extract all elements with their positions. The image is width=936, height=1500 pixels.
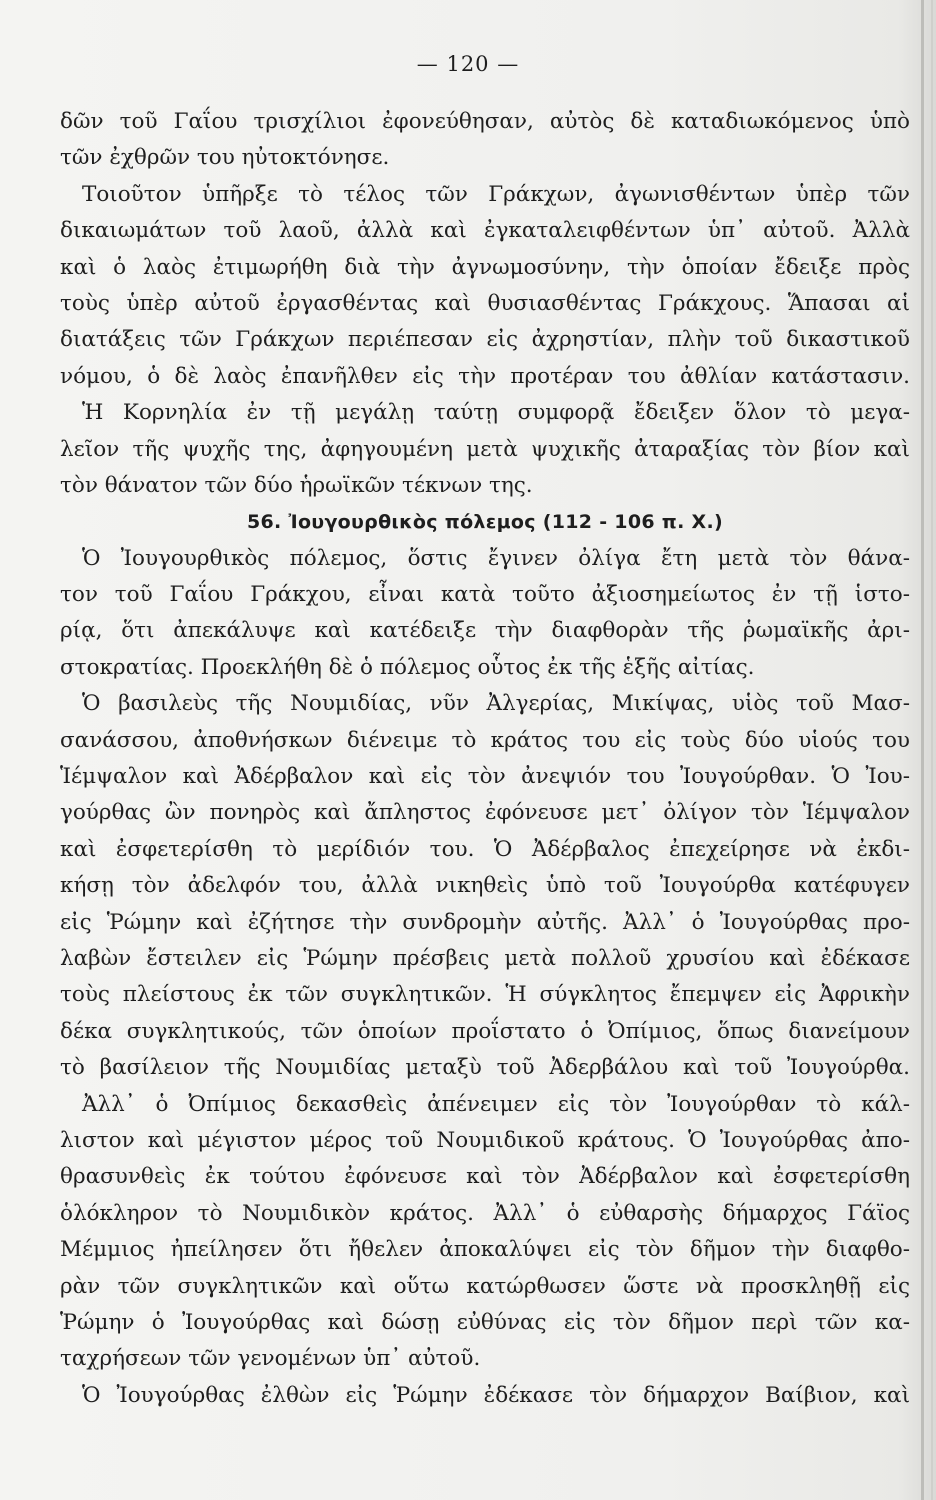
text-line: τοὺς πλείστους ἐκ τῶν συγκλητικῶν. Ἡ σύγκλητος ἔπεμψεν εἰς Ἀφρικὴν	[60, 982, 910, 1008]
text-line: Ὁ βασιλεὺς τῆς Νουμιδίας, νῦν Ἀλγερίας, Μικίψας, υἱὸς τοῦ Μασ-	[82, 691, 910, 717]
section-heading: 56. Ἰουγουρθικὸς πόλεμος (112 - 106 π. Χ.)	[247, 511, 723, 534]
text-line: καὶ ἐσφετερίσθη τὸ μερίδιόν του. Ὁ Ἀδέρβαλος ἐπεχείρησε νὰ ἐκδι-	[60, 836, 910, 862]
text-line: Τοιοῦτον ὑπῆρξε τὸ τέλος τῶν Γράκχων, ἀγωνισθέντων ὑπὲρ τῶν	[82, 181, 910, 207]
text-line: ὁλόκληρον τὸ Νουμιδικὸν κράτος. Ἀλλ᾿ ὁ εὐθαρσὴς δήμαρχος Γάϊος	[60, 1200, 910, 1226]
text-line: καὶ ὁ λαὸς ἐτιμωρήθη διὰ τὴν ἀγνωμοσύνην, τὴν ὁποίαν ἔδειξε πρὸς	[60, 254, 910, 280]
text-line: ρὰν τῶν συγκλητικῶν καὶ οὕτω κατώρθωσεν ὥστε νὰ προσκληθῇ εἰς	[60, 1273, 910, 1299]
text-line: Ὁ Ἰουγουρθικὸς πόλεμος, ὅστις ἔγινεν ὀλίγα ἔτη μετὰ τὸν θάνα-	[82, 545, 910, 571]
text-line: σανάσσου, ἀποθνήσκων διένειμε τὸ κράτος του εἰς τοὺς δύο υἱούς του	[60, 727, 910, 753]
text-line: δῶν τοῦ Γαΐου τρισχίλιοι ἐφονεύθησαν, αὐτὸς δὲ καταδιωκόμενος ὑπὸ	[60, 109, 910, 134]
page-number: — 120 —	[416, 52, 520, 76]
text-line: δικαιωμάτων τοῦ λαοῦ, ἀλλὰ καὶ ἐγκαταλειφθέντων ὑπ᾿ αὐτοῦ. Ἀλλὰ	[60, 218, 910, 244]
text-line: Ἱέμψαλον καὶ Ἀδέρβαλον καὶ εἰς τὸν ἀνεψιόν του Ἰουγούρθαν. Ὁ Ἰου-	[60, 764, 910, 790]
text-line: τον τοῦ Γαΐου Γράκχου, εἶναι κατὰ τοῦτο ἀξιοσημείωτος ἐν τῇ ἱστο-	[60, 582, 910, 608]
text-line: λεῖον τῆς ψυχῆς της, ἀφηγουμένη μετὰ ψυχικῆς ἀταραξίας τὸν βίον καὶ	[60, 436, 910, 462]
text-line: λαβὼν ἔστειλεν εἰς Ῥώμην πρέσβεις μετὰ πολλοῦ χρυσίου καὶ ἐδέκασε	[60, 945, 910, 971]
body-text	[60, 104, 910, 1414]
text-line: τοὺς ὑπὲρ αὐτοῦ ἐργασθέντας καὶ θυσιασθέντας Γράκχους. Ἅπασαι αἱ	[60, 290, 910, 316]
text-line: Ἡ Κορνηλία ἐν τῇ μεγάλῃ ταύτῃ συμφορᾷ ἔδειξεν ὅλον τὸ μεγα-	[82, 400, 910, 426]
text-line: Ὁ Ἰουγούρθας ἐλθὼν εἰς Ῥώμην ἐδέκασε τὸν δήμαρχον Βαίβιον, καὶ	[82, 1382, 910, 1408]
text-line: Ἀλλ᾿ ὁ Ὀπίμιος δεκασθεὶς ἀπένειμεν εἰς τὸν Ἰουγούρθαν τὸ κάλ-	[82, 1091, 910, 1117]
text-line: λιστον καὶ μέγιστον μέρος τοῦ Νουμιδικοῦ κράτους. Ὁ Ἰουγούρθας ἀπο-	[60, 1127, 910, 1153]
text-line: θρασυνθεὶς ἐκ τούτου ἐφόνευσε καὶ τὸν Ἀδέρβαλον καὶ ἐσφετερίσθη	[60, 1164, 910, 1190]
text-line: δέκα συγκλητικούς, τῶν ὁποίων προΐστατο ὁ Ὀπίμιος, ὅπως διανείμουν	[60, 1018, 910, 1044]
text-line: τὸν θάνατον τῶν δύο ἡρωϊκῶν τέκνων της.	[60, 472, 533, 498]
text-line: κήσῃ τὸν ἀδελφόν του, ἀλλὰ νικηθεὶς ὑπὸ τοῦ Ἰουγούρθα κατέφυγεν	[60, 873, 910, 899]
text-line: τῶν ἐχθρῶν του ηὐτοκτόνησε.	[60, 145, 390, 171]
text-line: στοκρατίας. Προεκλήθη δὲ ὁ πόλεμος οὗτος ἐκ τῆς ἑξῆς αἰτίας.	[60, 654, 755, 680]
page-spine-shadow	[921, 0, 924, 1500]
text-line: ρίᾳ, ὅτι ἀπεκάλυψε καὶ κατέδειξε τὴν διαφθορὰν τῆς ῥωμαϊκῆς ἀρι-	[60, 618, 910, 644]
text-line: Μέμμιος ἠπείλησεν ὅτι ἤθελεν ἀποκαλύψει εἰς τὸν δῆμον τὴν διαφθο-	[60, 1237, 910, 1263]
text-line: διατάξεις τῶν Γράκχων περιέπεσαν εἰς ἀχρηστίαν, πλὴν τοῦ δικαστικοῦ	[60, 327, 910, 353]
page-edge	[931, 0, 933, 1500]
text-line: τὸ βασίλειον τῆς Νουμιδίας μεταξὺ τοῦ Ἀδερβάλου καὶ τοῦ Ἰουγούρθα.	[60, 1055, 910, 1081]
text-line: Ῥώμην ὁ Ἰουγούρθας καὶ δώσῃ εὐθύνας εἰς τὸν δῆμον περὶ τῶν κα-	[60, 1309, 910, 1335]
text-line: γούρθας ὢν πονηρὸς καὶ ἄπληστος ἐφόνευσε μετ᾿ ὀλίγον τὸν Ἱέμψαλον	[60, 800, 910, 826]
text-line: νόμου, ὁ δὲ λαὸς ἐπανῆλθεν εἰς τὴν προτέραν του ἀθλίαν κατάστασιν.	[60, 363, 910, 389]
text-line: εἰς Ῥώμην καὶ ἐζήτησε τὴν συνδρομὴν αὐτῆς. Ἀλλ᾿ ὁ Ἰουγούρθας προ-	[60, 909, 910, 935]
text-line: ταχρήσεων τῶν γενομένων ὑπ᾿ αὐτοῦ.	[60, 1346, 481, 1372]
